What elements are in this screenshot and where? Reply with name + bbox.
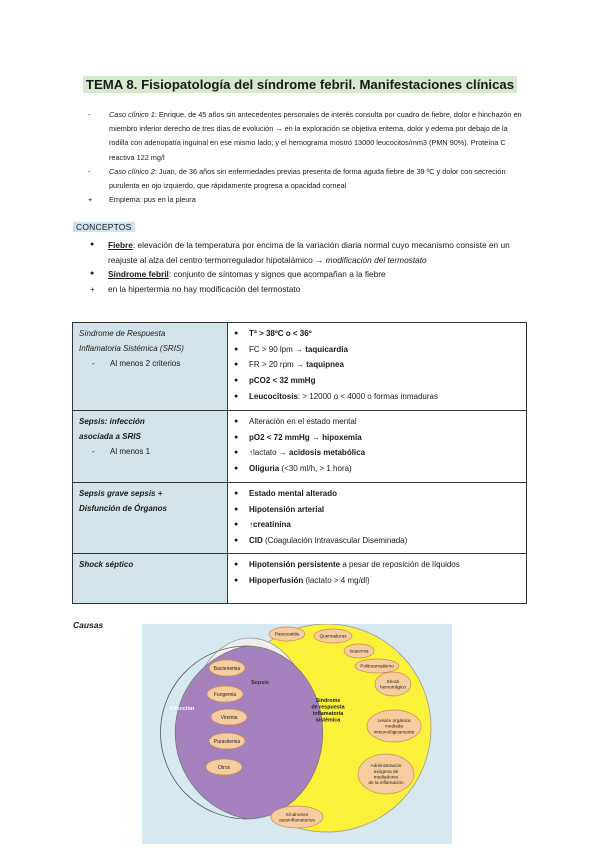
definition-item [88,282,528,297]
criteria-item-bold: pO2 < 72 mmHg [249,432,310,442]
clinical-cases-list [88,108,528,207]
definition-item [88,238,528,267]
criteria-subnote [79,444,221,459]
criteria-subnote-text: Al menos 1 [110,447,151,456]
criteria-label-cell [73,553,228,603]
politraumatismo-label: Politraumatismo [360,663,394,669]
left-cause-label: Fungemia [213,691,237,698]
definition-text: : conjunto de síntomas y signos que acompañan a la fiebre [168,269,386,279]
criteria-item-bold: Oliguria [249,464,280,474]
criteria-subnote-dash: - [92,447,95,456]
criteria-item-bold: taquipnea [306,360,344,370]
definition-item [88,267,528,282]
administracion-label: Administración exógena de mediadores de la inflamación [368,763,404,786]
criteria-item [234,357,520,373]
criteria-item [234,445,520,461]
criteria-item-text: : > 12000 o < 4000 o formas inmaduras [297,391,438,401]
criteria-row [73,483,527,554]
criteria-title: Sepsis: infección [79,417,145,426]
criteria-label-cell [73,411,228,483]
criteria-item-text: FR > 20 rpm → [249,360,307,370]
criteria-row [73,553,527,603]
case-item [88,193,528,207]
sepsis-label: Sepsis [250,679,270,686]
case-label: Caso clínico 1 [109,110,155,119]
quemaduras-label: Quemaduras [319,633,347,639]
criteria-title: Shock séptico [79,559,134,569]
criteria-item-bold: acidosis metabólica [289,448,366,458]
definition-marker: ● [90,241,95,248]
criteria-item-text: FC > 90 lpm → [249,344,306,354]
criteria-values-cell [228,553,527,603]
criteria-item-bold: taquicardia [305,344,348,354]
concepts-heading: CONCEPTOS [73,222,135,232]
definition-marker: ● [90,270,95,277]
criteria-item [234,461,520,477]
case-marker: - [88,166,91,176]
criteria-item [234,389,520,405]
criteria-item-text: (<30 ml/h, > 1 hora) [279,464,352,474]
criteria-item [234,573,520,589]
criteria-title: Sepsis grave sepsis + [79,489,163,498]
criteria-item-text: → [309,432,323,442]
criteria-item [234,557,520,573]
criteria-item-text: a pesar de reposición de líquidos [340,559,460,569]
criteria-item [234,502,520,518]
criteria-item-bold: CID [249,536,263,546]
case-item [88,165,528,193]
shock-label: Shock hemorrágico [379,678,407,690]
criteria-item [234,373,520,389]
criteria-values-cell [228,411,527,483]
criteria-values-cell [228,483,527,554]
criteria-item-bold: creatinina [253,520,291,530]
case-text: Empiema: pus en la pleura [109,195,196,205]
criteria-item [234,326,520,342]
criteria-table [72,322,527,604]
definition-text: en la hipertermia no hay modificación del termostato [108,283,301,294]
criteria-title: Inflamatoria Sistémica (SRIS) [79,344,184,353]
definition-text: : elevación de la temperatura por encima de la variación diaria normal cuyo mecanismo consiste en un reajuste al alza del centro termorregulador hipotalámico → [108,240,510,265]
criteria-values-cell [228,323,527,411]
definition-marker: + [90,283,95,294]
definitions-list [88,238,528,296]
criteria-item-text: ↑ [249,520,253,530]
left-cause-label: Parasitemia [213,738,241,745]
criteria-label-cell [73,323,228,411]
criteria-item [234,486,520,502]
criteria-subnote-dash: - [92,359,95,368]
case-text: : Juan, de 36 años sin enfermedades previas presenta de forma aguda fiebre de 39 ºC y dolor con secreción purulenta en ojo izquierdo, que rápidamente progresa a opacidad corneal [109,166,506,191]
criteria-row [73,411,527,483]
criteria-item-bold: pCO2 < 32 mmHg [249,376,316,386]
criteria-title: Síndrome de Respuesta [79,329,166,338]
causes-diagram [142,624,452,844]
criteria-item-bold: Hipotensión persistente [249,559,341,569]
case-item [88,108,528,165]
sindromes-label: Síndromes autoinflamatorios [279,811,315,823]
criteria-item-text: (lactato > 4 mg/dl) [303,575,370,585]
left-cause-label: Otros [217,764,231,771]
lesion-label: Lesión orgánica mediada inmunológicamente [373,718,415,735]
case-text: : Enrique, de 45 años sin antecedentes personales de interés consulta por cuadro de fiebre, dolor e hinchazón en miembro inferior derecho de tres días de evolución → en la exploración se objetiva eritema, dolor y edema por debajo de la rodilla con adenopatía inguinal en ese mismo lado; y el hemograma mostró 13000 leucocitos/mm3 (PMN 90%). Proteína C reactiva 122 mg/l [109,110,522,162]
criteria-item-bold: Tª > 38ºC o < 36º [249,329,312,338]
criteria-item-bold: Leucocitosis [249,391,298,401]
criteria-item-bold: hipoxemia [322,432,362,442]
left-cause-label: Bacteriemia [213,665,241,672]
criteria-subnote-text: Al menos 2 criterios [110,359,181,368]
infection-label: Infección [169,705,195,712]
sris-label: Síndrome de respuesta inflamatoria sistémica [311,698,345,724]
criteria-item-text: ↑lactato → [249,448,290,458]
criteria-subnote [79,356,221,371]
isquemia-label: Isquemia [349,648,369,654]
definition-term: Fiebre [108,240,133,250]
criteria-item [234,342,520,358]
pancreatitis-label: Pancreatitis [274,631,300,637]
causes-heading: Causas [73,620,104,630]
criteria-item-text: Alteración en el estado mental [249,417,357,426]
criteria-label-cell [73,483,228,554]
criteria-row [73,323,527,411]
definition-term: Síndrome febril [108,269,169,279]
criteria-item-bold: Hipoperfusión [249,575,304,585]
case-label: Caso clínico 2 [109,166,155,176]
criteria-item-text: (Coagulación Intravascular Diseminada) [262,536,408,546]
criteria-title: asociada a SRIS [79,432,141,441]
criteria-item [234,414,520,430]
left-cause-label: Viremia [220,714,238,721]
criteria-item [234,517,520,533]
case-marker: + [88,195,93,205]
criteria-item-bold: Estado mental alterado [249,489,338,498]
definition-extra: modificación del termostato [325,254,427,265]
page-title: TEMA 8. Fisiopatología del síndrome febril. Manifestaciones clínicas [83,76,517,93]
criteria-title: Disfunción de Órganos [79,504,168,513]
criteria-item [234,533,520,549]
case-marker: - [88,110,91,119]
criteria-item [234,430,520,446]
criteria-item-bold: Hipotensión arterial [249,504,325,514]
